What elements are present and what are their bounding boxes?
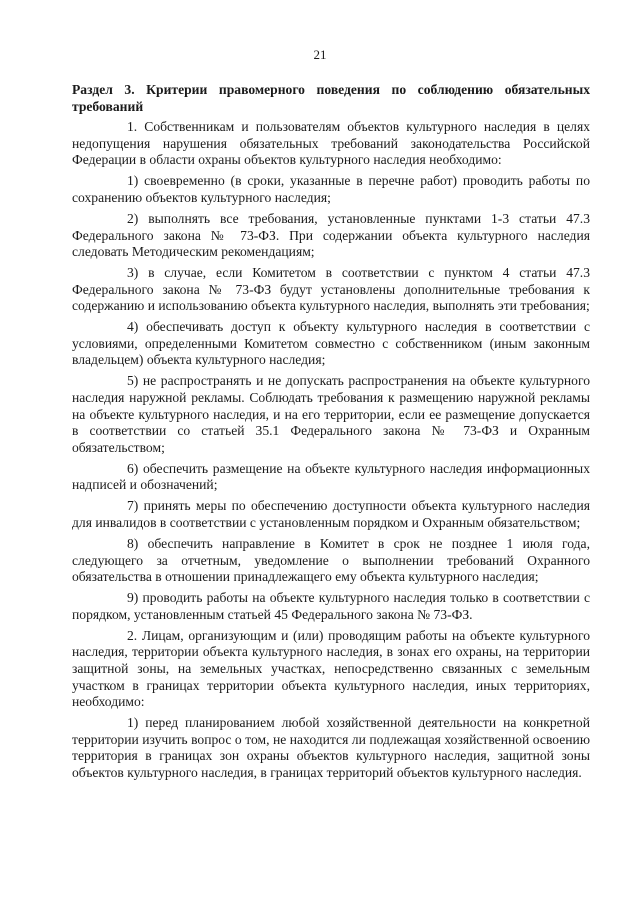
- paragraph: 2) выполнять все требования, установленные пунктами 1-3 статьи 47.3 Федерального закона № 73-ФЗ. При содержании объекта культурного наследия следовать Методическим рекомендациям;: [72, 210, 590, 260]
- paragraph: 9) проводить работы на объекте культурного наследия только в соответствии с порядком, установленным статьей 45 Федерального закона № 73-ФЗ.: [72, 590, 590, 622]
- document-body: [72, 82, 590, 786]
- paragraph: 2. Лицам, организующим и (или) проводящим работы на объекте культурного наследия, территории объекта культурного наследия, в зонах его охраны, на территории защитной зоны, на земельных участках, непосредственно связанных с земельным участком в границах территории объекта культурного наследия, иных территориях, необходимо:: [72, 627, 590, 710]
- paragraph-list: [72, 119, 590, 781]
- paragraph: 6) обеспечить размещение на объекте культурного наследия информационных надписей и обозначений;: [72, 460, 590, 493]
- paragraph: 1) перед планированием любой хозяйственной деятельности на конкретной территории изучить вопрос о том, не находится ли подлежащая хозяйственной освоению территория в границах зон охраны объектов культурного наследия, защитной зоны объектов культурного наследия, в границах территорий объектов культурного наследия.: [72, 715, 590, 780]
- paragraph: 5) не распространять и не допускать распространения на объекте культурного наследия наружной рекламы. Соблюдать требования к размещению наружной рекламы на объекте культурного наследия, и на его территории, если ее размещение допускается в соответствии со статьей 35.1 Федерального закона № 73-ФЗ и Охранным обязательством;: [72, 373, 590, 455]
- paragraph: 3) в случае, если Комитетом в соответствии с пунктом 4 статьи 47.3 Федерального закона № 73-ФЗ будут установлены дополнительные требования к содержанию и использованию объекта культурного наследия, выполнять эти требования;: [72, 265, 590, 314]
- paragraph: 7) принять меры по обеспечению доступности объекта культурного наследия для инвалидов в соответствии с установленным порядком и Охранным обязательством;: [72, 498, 590, 530]
- paragraph: 1. Собственникам и пользователям объектов культурного наследия в целях недопущения нарушения обязательных требований законодательства Российской Федерации в области охраны объектов культурного наследия необходимо:: [72, 119, 590, 168]
- paragraph: 1) своевременно (в сроки, указанные в перечне работ) проводить работы по сохранению объектов культурного наследия;: [72, 173, 590, 205]
- paragraph: 8) обеспечить направление в Комитет в срок не позднее 1 июля года, следующего за отчетным, уведомление о выполнении требований Охранного обязательства в отношении принадлежащего ему объекта культурного наследия;: [72, 535, 590, 585]
- section-heading: Раздел 3. Критерии правомерного поведения по соблюдению обязательных требований: [72, 82, 590, 114]
- paragraph: 4) обеспечивать доступ к объекту культурного наследия в соответствии с условиями, определенными Комитетом совместно с собственником (иным законным владельцем) объекта культурного наследия;: [72, 319, 590, 368]
- page-number: 21: [313, 47, 327, 62]
